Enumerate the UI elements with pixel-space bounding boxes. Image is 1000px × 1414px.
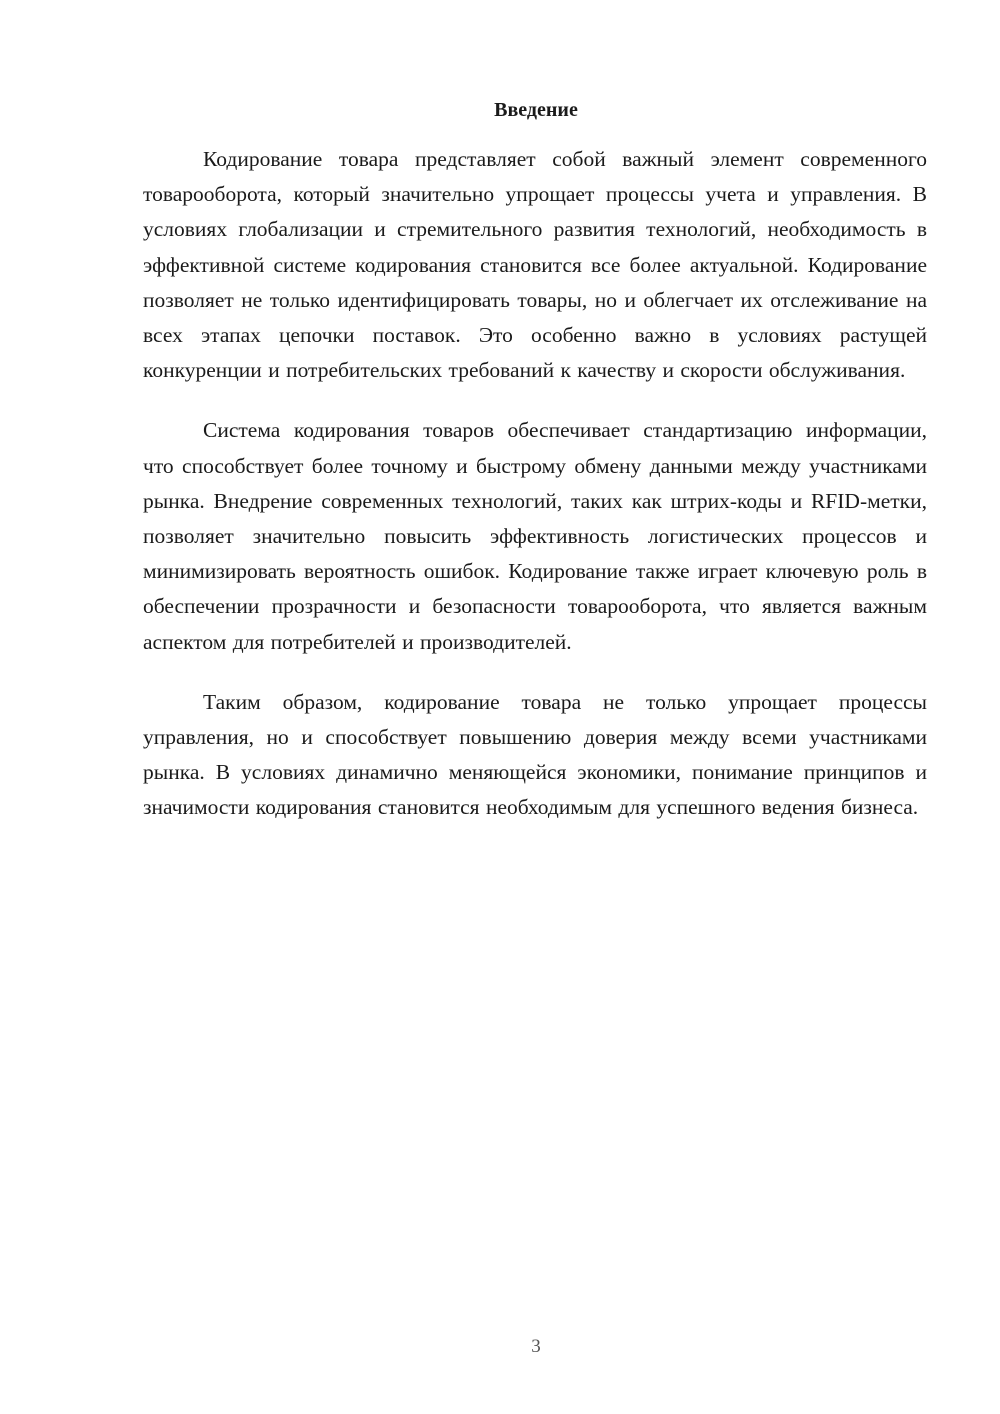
section-heading: Введение [494, 99, 578, 121]
body-text [143, 142, 927, 851]
paragraph-3: Таким образом, кодирование товара не только упрощает процессы управления, но и способствует повышению доверия между всеми участниками рынка. В условиях динамично меняющейся экономики, понимание принципов и значимости кодирования становится необходимым для успешного ведения бизнеса. [143, 689, 927, 820]
page-number: 3 [531, 1336, 541, 1357]
paragraph-2: Система кодирования товаров обеспечивает стандартизацию информации, что способствует более точному и быстрому обмену данными между участниками рынка. Внедрение современных технологий, таких как штрих-коды и RFID-метки, позволяет значительно повысить эффективность логистических процессов и минимизировать вероятность ошибок. Кодирование также играет ключевую роль в обеспечении прозрачности и безопасности товарооборота, что является важным аспектом для потребителей и производителей. [143, 418, 927, 654]
paragraph-1: Кодирование товара представляет собой важный элемент современного товарооборота, который значительно упрощает процессы учета и управления. В условиях глобализации и стремительного развития технологий, необходимость в эффективной системе кодирования становится все более актуальной. Кодирование позволяет не только идентифицировать товары, но и облегчает их отслеживание на всех этапах цепочки поставок. Это особенно важно в условиях растущей конкуренции и потребительских требований к качеству и скорости обслуживания. [143, 147, 927, 383]
